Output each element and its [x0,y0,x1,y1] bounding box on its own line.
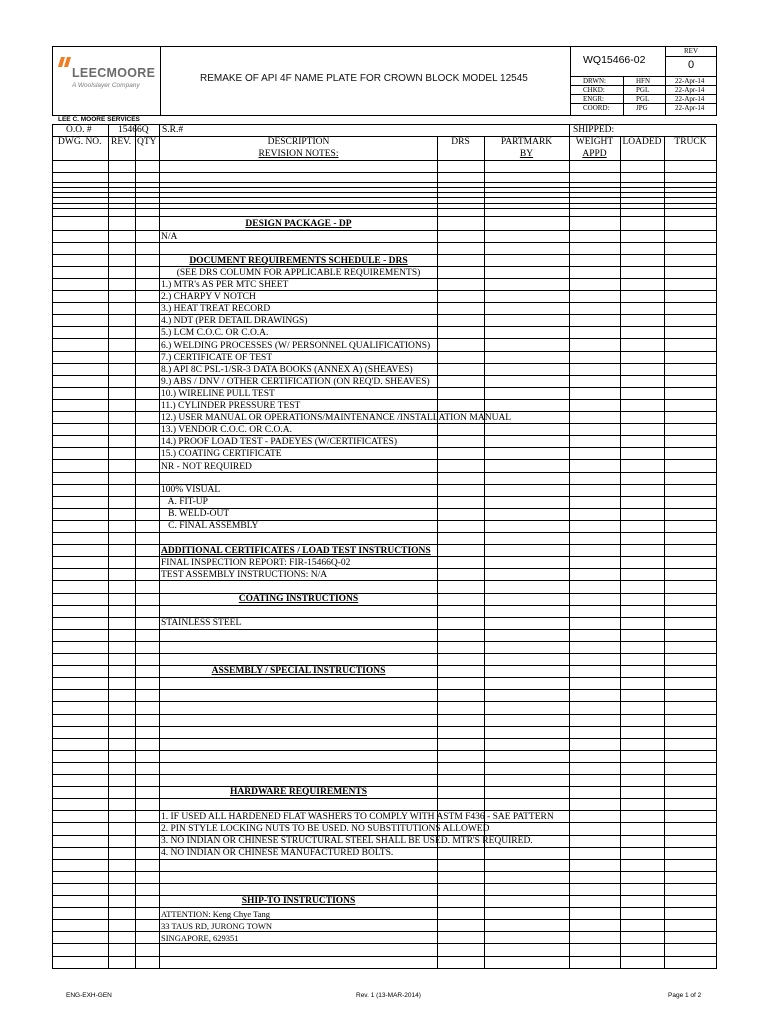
row-line [52,677,717,678]
row-line [52,605,717,606]
row-line [52,197,717,198]
oo-value: 15466Q [118,125,149,135]
visual-item: 100% VISUAL [161,485,221,495]
company-logo-subtitle: A Woolslayer Company [72,82,140,89]
revision-notes-label: REVISION NOTES: [258,149,339,159]
row-line [52,653,717,654]
row-line [52,532,717,533]
hardware-item: 4. NO INDIAN OR CHINESE MANUFACTURED BOLTS. [161,848,394,858]
row-line [52,701,717,702]
row-line [52,472,717,473]
row-line [52,266,717,267]
row-line [52,484,717,485]
row-line [52,208,717,209]
rev-value: 0 [687,59,695,71]
col-divider [569,124,570,969]
drs-label: DRS [451,137,470,147]
col-divider [620,136,621,969]
company-small-label: LEE C. MOORE SERVICES [58,116,140,123]
by-label: BY [519,149,534,159]
drs-item: 7.) CERTIFICATE OF TEST [161,352,273,363]
visual-item: B. WELD-OUT [161,509,230,520]
row-line [52,617,717,618]
row-line [52,520,717,521]
row-line [52,187,717,188]
signoff-initials: HFN [636,77,651,85]
row-line [52,919,717,920]
header-divider [665,76,666,116]
row-line [52,810,717,811]
row-line [52,931,717,932]
hardware-item: 1. IF USED ALL HARDENED FLAT WASHERS TO COMPLY WITH ASTM F436 - SAE PATTERN [161,812,554,822]
sr-label: S.R.# [162,125,184,135]
design-package-value: N/A [161,232,178,242]
row-line [52,883,717,884]
row-line [52,689,717,690]
signoff-role: COORD: [583,104,610,112]
row-line [52,230,717,231]
visual-item: A. FIT-UP [161,497,208,508]
description-label: DESCRIPTION [267,137,330,147]
signoff-date: 22-Apr-14 [675,86,705,94]
row-line [52,290,717,291]
drs-item: 15.) COATING CERTIFICATE [161,449,282,460]
col-divider [664,136,665,969]
row-line [52,508,717,509]
row-line [52,798,717,799]
row-line [52,242,717,243]
drs-item: 14.) PROOF LOAD TEST - PADEYES (W/CERTIFICATES) [161,437,397,448]
row-line [52,216,717,217]
drs-subtitle: (SEE DRS COLUMN FOR APPLICABLE REQUIREMENTS) [176,268,421,278]
drs-item: 4.) NDT (PER DETAIL DRAWINGS) [161,316,308,327]
row-line [52,351,717,352]
drs-item: 8.) API 8C PSL-1/SR-3 DATA BOOKS (ANNEX A) (SHEAVES) [161,364,413,375]
row-line [52,435,717,436]
row-line [52,544,717,545]
footer-form-code: ENG-EXH-GEN [66,992,112,999]
row-line [52,907,717,908]
row-line [52,714,717,715]
hardware-title: HARDWARE REQUIREMENTS [230,787,367,797]
row-line [52,496,717,497]
coating-title: COATING INSTRUCTIONS [238,594,359,604]
loaded-label: LOADED [622,137,662,147]
header-divider [665,56,717,57]
row-line [52,726,717,727]
partmark-label: PARTMARK [500,137,553,147]
signoff-date: 22-Apr-14 [675,104,705,112]
row-line [52,172,717,173]
shipped-label: SHIPPED: [573,125,615,135]
signoff-initials: PGL [636,86,650,94]
row-line [52,750,717,751]
row-line [52,568,717,569]
drs-item: 6.) WELDING PROCESSES (W/ PERSONNEL QUALIFICATIONS) [161,340,431,351]
row-line [52,302,717,303]
assembly-title: ASSEMBLY / SPECIAL INSTRUCTIONS [211,666,386,676]
row-line [52,641,717,642]
company-logo-text: LEECMOORE [72,66,156,80]
drs-item: 10.) WIRELINE PULL TEST [161,388,275,399]
row-line [52,629,717,630]
row-line [52,399,717,400]
row-line [52,387,717,388]
rev-label: REV [684,47,698,55]
row-line [52,859,717,860]
row-line [52,160,717,161]
row-line [52,278,717,279]
additional-item: TEST ASSEMBLY INSTRUCTIONS: N/A [161,570,328,580]
document-number: WQ15466-02 [583,54,646,66]
signoff-role: CHKD: [583,86,605,94]
weight-label: WEIGHT [575,137,614,147]
qty-label: QTY [137,137,157,147]
signoff-date: 22-Apr-14 [675,95,705,103]
col-divider [135,124,136,969]
shipto-line: SINGAPORE, 629351 [161,933,239,943]
signoff-initials: JPG [636,104,648,112]
row-line [52,871,717,872]
row-line [52,338,717,339]
shipto-line: 33 TAUS RD, JURONG TOWN [161,921,273,931]
coating-value: STAINLESS STEEL [161,618,242,628]
row-line [52,738,717,739]
drs-item: 11.) CYLINDER PRESSURE TEST [161,401,301,411]
header-divider [570,46,571,116]
signoff-role: DRWN: [583,77,606,85]
row-line [52,943,717,944]
row-line [52,822,717,823]
col-divider [159,124,160,969]
shipto-title: SHIP-TO INSTRUCTIONS [241,896,356,906]
drs-title: DOCUMENT REQUIREMENTS SCHEDULE - DRS [189,256,408,266]
row-line [52,254,717,255]
drs-item: 13.) VENDOR C.O.C. OR C.O.A. [161,425,292,436]
document-title: REMAKE OF API 4F NAME PLATE FOR CROWN BLOCK MODEL 12545 [200,73,528,84]
row-line [52,556,717,557]
drs-item: 1.) MTR's AS PER MTC SHEET [161,280,289,290]
row-line [52,774,717,775]
visual-item: C. FINAL ASSEMBLY [161,521,259,532]
oo-label: O.O. # [66,125,92,135]
row-line [52,326,717,327]
signoff-initials: PGL [636,95,650,103]
drs-item: 12.) USER MANUAL OR OPERATIONS/MAINTENANCE /INSTALLATION MANUAL [161,413,512,424]
rev-col-label: REV. [111,137,132,147]
drs-item: 5.) LCM C.O.C. OR C.O.A. [161,328,269,339]
additional-title: ADDITIONAL CERTIFICATES / LOAD TEST INSTRUCTIONS [161,546,431,556]
drs-item: 3.) HEAT TREAT RECORD [161,304,271,315]
signoff-role: ENGR: [583,95,604,103]
row-line [52,182,717,183]
header-divider [160,46,161,116]
signoff-date: 22-Apr-14 [675,77,705,85]
company-logo-icon [58,55,72,81]
drs-item: 2.) CHARPY V NOTCH [161,292,256,303]
col-divider [108,124,109,969]
row-line [52,411,717,412]
appd-label: APPD [582,149,607,159]
row-line [52,956,717,957]
footer-page: Page 1 of 2 [668,992,702,999]
row-line [52,192,717,193]
drs-item: NR - NOT REQUIRED [161,461,252,472]
row-line [52,580,717,581]
design-package-title: DESIGN PACKAGE - DP [245,219,352,229]
hardware-item: 2. PIN STYLE LOCKING NUTS TO BE USED. NO SUBSTITUTIONS ALLOWED [161,824,490,834]
row-line [52,459,717,460]
dwg-no-label: DWG. NO. [58,137,102,147]
additional-item: FINAL INSPECTION REPORT: FIR-15466Q-02 [161,558,351,568]
drs-item: 9.) ABS / DNV / OTHER CERTIFICATION (ON REQ'D. SHEAVES) [161,376,430,387]
row-line [52,203,717,204]
row-line [52,762,717,763]
row-line [52,314,717,315]
shipto-line: ATTENTION: Keng Chye Tang [161,909,271,919]
row-line [52,423,717,424]
hardware-item: 3. NO INDIAN OR CHINESE STRUCTURAL STEEL SHALL BE USED. MTR'S REQUIRED. [161,836,533,846]
truck-label: TRUCK [674,137,707,147]
header-divider [623,76,624,116]
footer-revision: Rev. 1 (13-MAR-2014) [356,992,421,999]
